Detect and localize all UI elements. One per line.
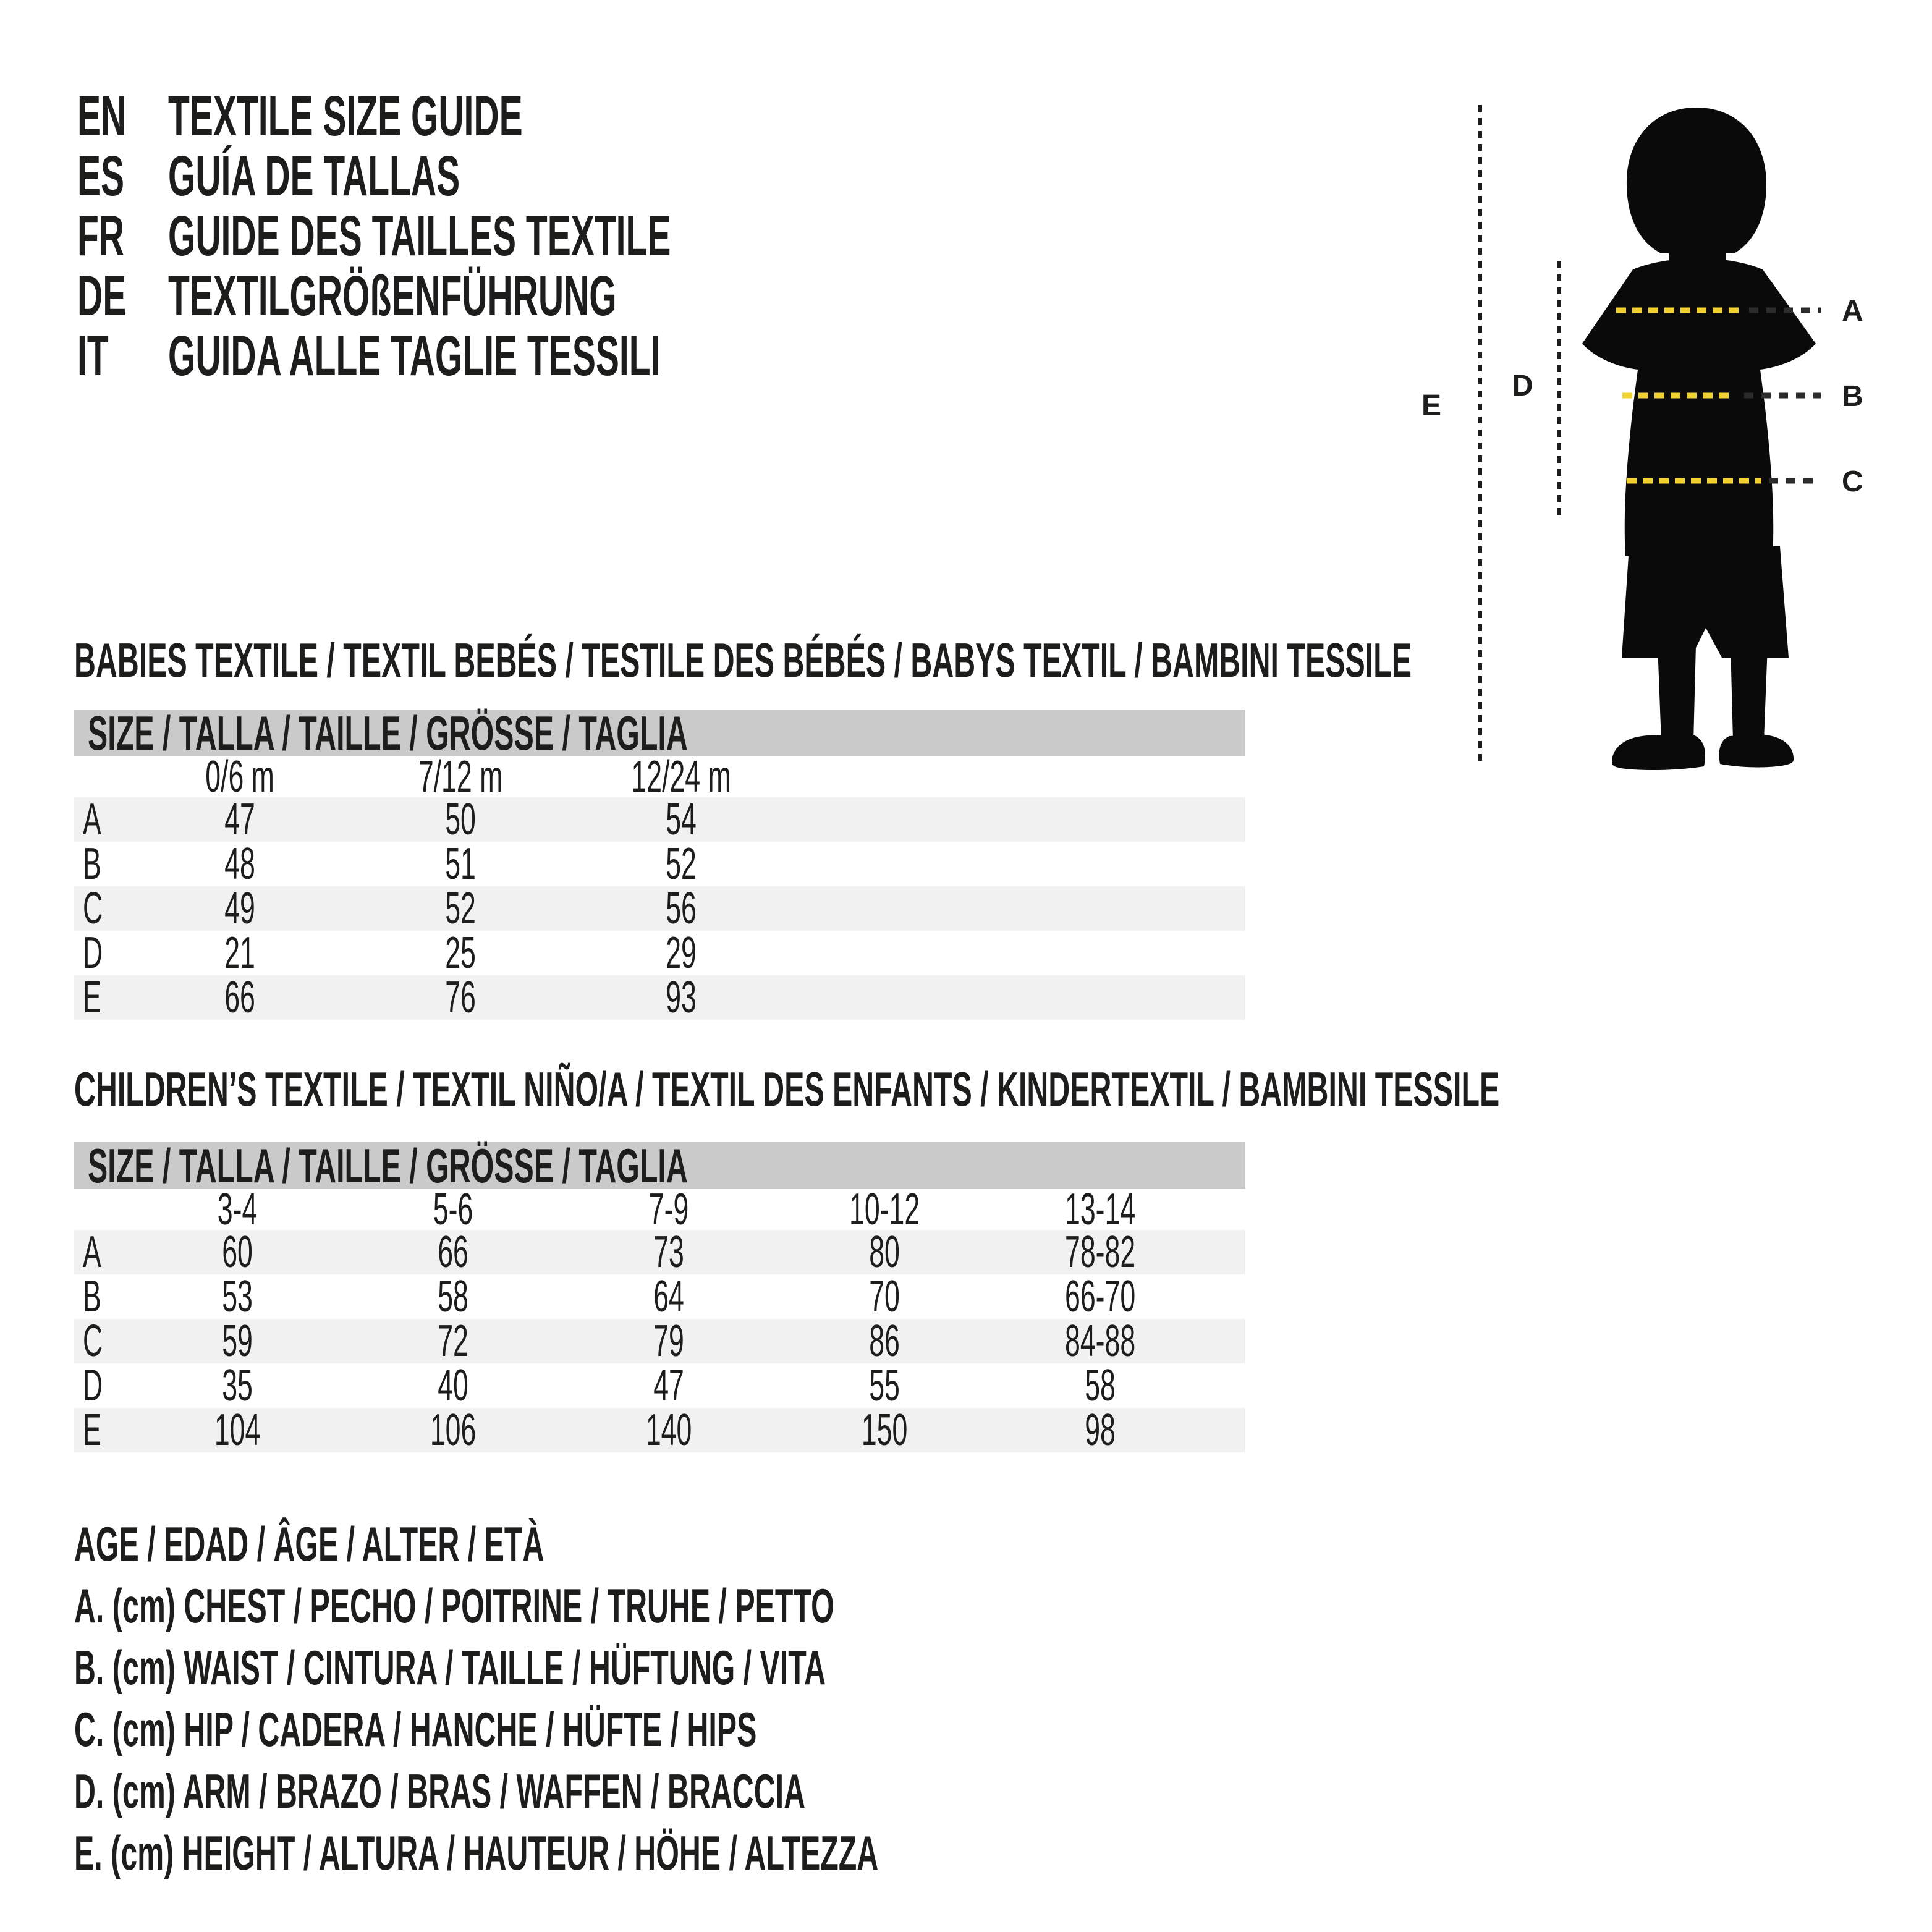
table-row [74,1405,1245,1455]
table-cell [130,1271,345,1322]
babies-size-header-bar [74,705,1245,760]
silhouette-head [1627,108,1766,253]
table-cell [777,1360,993,1411]
table-cell [345,1271,561,1322]
table-cell [345,1316,561,1366]
lang-code-fr-text: FR [77,205,125,268]
table-cell [571,794,792,845]
table-cell [571,928,792,978]
table-cell-text: 35 [222,1361,253,1410]
title-fr-text: GUIDE DES TAILLES TEXTILE [168,205,671,268]
silhouette-left-shoe [1612,735,1705,770]
babies-section-heading-text: BABIES TEXTILE / TEXTIL BEBÉS / TESTILE DES BÉBÉS / BABYS TEXTIL / BAMBINI TESSILE [74,633,1412,687]
row-label-text: B [83,839,101,889]
table-cell [130,1360,345,1411]
silhouette-shirt [1582,258,1816,556]
table-cell [130,1227,345,1277]
table-cell-text: 59 [222,1316,253,1366]
table-cell-text: 58 [1085,1361,1116,1410]
table-cell [130,972,350,1023]
row-label [74,1227,130,1277]
table-cell-text: 53 [222,1272,253,1321]
table-cell [993,1271,1208,1322]
diagram-label-b: B [1842,380,1863,413]
row-label [74,883,130,934]
table-cell [993,1227,1208,1277]
table-cell [350,839,571,889]
lang-code-fr [77,205,153,268]
table-cell-text: 54 [666,795,697,844]
table-cell [993,1360,1208,1411]
table-cell [350,928,571,978]
table-cell [571,883,792,934]
silhouette-right-shoe [1719,734,1794,768]
children-section-heading [74,1062,1932,1116]
table-cell [777,1405,993,1455]
table-cell [561,1405,777,1455]
children-column-header-row [74,1185,1245,1234]
table-row [74,886,1245,931]
legend-chest [74,1578,1300,1633]
table-cell-text: 93 [666,973,697,1022]
legend-hip [74,1702,1175,1756]
table-cell [561,1316,777,1366]
table-cell [571,839,792,889]
table-cell-text: 76 [445,973,477,1022]
legend-age [74,1517,832,1571]
table-row [74,1274,1245,1319]
row-label [74,928,130,978]
lang-code-de [77,265,156,328]
title-en-text: TEXTILE SIZE GUIDE [168,85,523,148]
table-cell [993,1316,1208,1366]
measurement-diagram [1397,87,1932,791]
table-cell-text: 47 [224,795,256,844]
table-cell-text: 70 [869,1272,900,1321]
table-cell-text: 64 [653,1272,685,1321]
lang-code-it-text: IT [77,324,109,388]
babies-col-header-text: 0/6 m [205,752,275,802]
table-cell-text: 86 [869,1316,900,1366]
lang-code-en [77,85,156,148]
babies-col-header-text: 12/24 m [631,752,732,802]
table-cell [130,839,350,889]
table-cell-text: 29 [666,928,697,978]
table-row [74,839,1245,889]
table-row [74,928,1245,978]
table-cell [350,972,571,1023]
title-it-text: GUIDA ALLE TAGLIE TESSILI [168,324,661,388]
table-row [74,1227,1245,1277]
title-fr [168,205,979,268]
children-size-table [74,1138,1245,1455]
legend-arm [74,1764,1253,1818]
title-de-text: TEXTILGRÖßENFÜHRUNG [168,265,617,328]
table-cell [350,794,571,845]
table-cell-text: 84-88 [1065,1316,1136,1366]
table-cell [561,1227,777,1277]
table-cell-text: 55 [869,1361,900,1410]
diagram-label-d: D [1512,370,1533,402]
lang-code-en-text: EN [77,85,127,148]
legend-age-text: AGE / EDAD / ÂGE / ALTER / ETÀ [74,1517,544,1571]
table-cell [350,883,571,934]
row-label [74,972,130,1023]
legend-waist-text: B. (cm) WAIST / CINTURA / TAILLE / HÜFTUNG / VITA [74,1640,826,1695]
row-label-text: D [83,928,103,978]
table-cell [130,794,350,845]
table-cell-text: 80 [869,1227,900,1277]
babies-column-header-row [74,752,1245,802]
table-cell [777,1316,993,1366]
table-cell-text: 51 [445,839,477,889]
table-cell [130,1405,345,1455]
table-cell-text: 49 [224,884,256,933]
table-cell-text: 72 [438,1316,469,1366]
lang-code-es-text: ES [77,145,125,208]
table-cell-text: 52 [666,839,697,889]
table-row [74,975,1245,1020]
table-cell-text: 25 [445,928,477,978]
table-cell [130,1316,345,1366]
row-label [74,1360,130,1411]
table-cell-text: 50 [445,795,477,844]
lang-code-it [77,324,128,388]
table-cell [777,1271,993,1322]
table-cell-text: 40 [438,1361,469,1410]
table-cell [571,972,792,1023]
table-cell-text: 21 [224,928,256,978]
lang-code-de-text: DE [77,265,127,328]
table-cell [345,1227,561,1277]
table-cell-text: 66 [438,1227,469,1277]
legend-chest-text: A. (cm) CHEST / PECHO / POITRINE / TRUHE / PETTO [74,1578,834,1633]
table-cell-text: 140 [646,1405,692,1455]
table-cell-text: 79 [653,1316,685,1366]
table-cell [777,1227,993,1277]
row-label-text: C [83,1316,103,1366]
diagram-label-a: A [1842,295,1863,328]
legend-height [74,1826,1371,1880]
legend-hip-text: C. (cm) HIP / CADERA / HANCHE / HÜFTE / HIPS [74,1702,757,1756]
table-cell-text: 78-82 [1065,1227,1136,1277]
table-cell-text: 47 [653,1361,685,1410]
row-label-text: D [83,1361,103,1410]
table-row [74,1316,1245,1366]
children-col-header-text: 5-6 [433,1185,473,1234]
table-cell [993,1405,1208,1455]
table-row [74,1363,1245,1408]
children-size-header-bar [74,1138,1245,1193]
row-label-text: E [83,973,101,1022]
table-cell-text: 48 [224,839,256,889]
table-cell [561,1271,777,1322]
row-label-text: A [83,795,101,844]
table-cell [345,1360,561,1411]
children-size-header-text: SIZE / TALLA / TAILLE / GRÖSSE / TAGLIA [88,1138,688,1193]
row-label-text: E [83,1405,101,1455]
row-label [74,794,130,845]
table-cell-text: 98 [1085,1405,1116,1455]
table-cell [130,883,350,934]
table-cell [130,928,350,978]
table-cell [345,1405,561,1455]
children-col-header-text: 3-4 [218,1185,258,1234]
row-label [74,1316,130,1366]
babies-size-header-text: SIZE / TALLA / TAILLE / GRÖSSE / TAGLIA [88,705,688,760]
children-col-header-text: 7-9 [649,1185,689,1234]
title-es-text: GUÍA DE TALLAS [168,145,460,208]
table-cell-text: 73 [653,1227,685,1277]
babies-section-heading [74,633,1932,687]
legend-waist [74,1640,1286,1695]
diagram-label-c: C [1842,465,1863,498]
table-row [74,797,1245,842]
children-section-heading-text: CHILDREN’S TEXTILE / TEXTIL NIÑO/A / TEXTIL DES ENFANTS / KINDERTEXTIL / BAMBINI TESSILE [74,1062,1500,1116]
table-cell-text: 104 [214,1405,261,1455]
table-cell [561,1360,777,1411]
row-label-text: B [83,1272,101,1321]
children-col-header-text: 10-12 [849,1185,920,1234]
title-it [168,324,962,388]
table-cell-text: 150 [862,1405,908,1455]
table-cell-text: 56 [666,884,697,933]
babies-col-header-text: 7/12 m [418,752,503,802]
table-cell-text: 60 [222,1227,253,1277]
legend-height-text: E. (cm) HEIGHT / ALTURA / HAUTEUR / HÖHE / ALTEZZA [74,1826,879,1880]
lang-code-es [77,145,153,208]
table-cell-text: 58 [438,1272,469,1321]
table-cell-text: 106 [430,1405,477,1455]
table-cell-text: 52 [445,884,477,933]
table-cell-text: 66-70 [1065,1272,1136,1321]
row-label-text: C [83,884,103,933]
title-en [168,85,740,148]
table-cell-text: 66 [224,973,256,1022]
row-label [74,1271,130,1322]
diagram-label-e: E [1421,389,1442,422]
legend-arm-text: D. (cm) ARM / BRAZO / BRAS / WAFFEN / BRACCIA [74,1764,806,1818]
babies-size-table [74,705,1245,1022]
children-col-header-text: 13-14 [1065,1185,1136,1234]
row-label [74,1405,130,1455]
title-es [168,145,639,208]
row-label [74,839,130,889]
title-de [168,265,891,328]
row-label-text: A [83,1227,101,1277]
